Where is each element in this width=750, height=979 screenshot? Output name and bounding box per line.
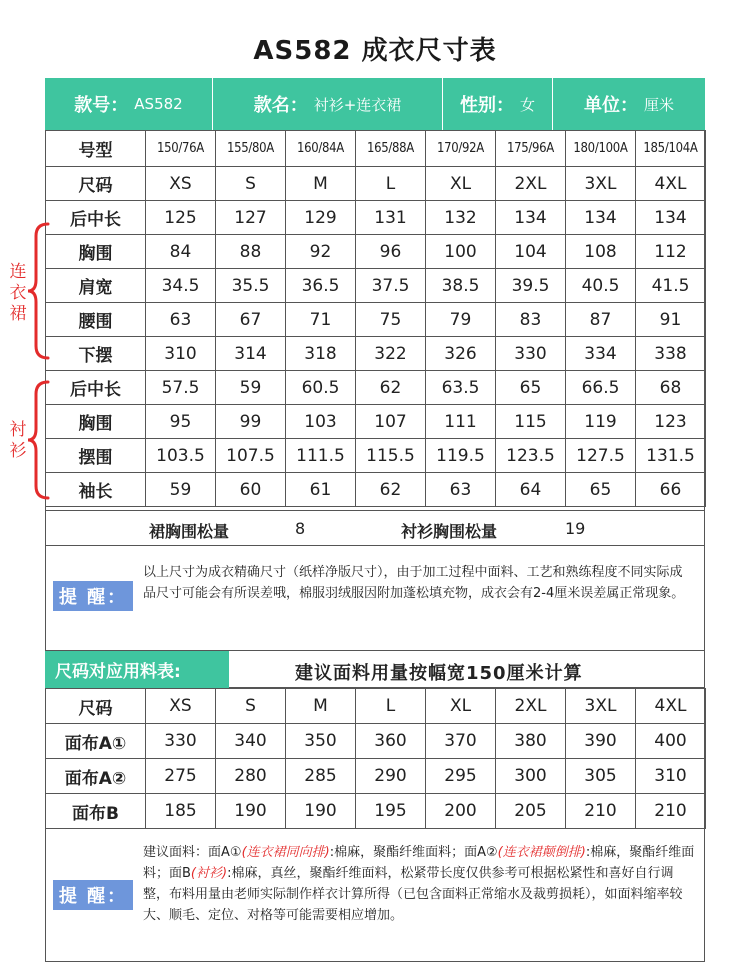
measure-cell: 36.5 — [286, 269, 356, 303]
size-cell: XS — [146, 167, 216, 201]
reminder-box-2 — [45, 828, 705, 962]
size-cell: 4XL — [636, 167, 706, 201]
measure-cell: 68 — [636, 371, 706, 405]
material-size-cell: 2XL — [496, 689, 566, 724]
reminder-text: 以上尺寸为成衣精确尺寸（纸样净版尺寸），由于加工过程中面料、工艺和熟练程度不同实际成品尺寸可能会有所误差哦，棉服羽绒服因附加蓬松填充物，成衣会有2-4厘米误差属正常现象。 — [143, 565, 685, 601]
shirt-row — [46, 473, 706, 507]
material-cell: 340 — [216, 724, 286, 759]
measure-cell: 322 — [356, 337, 426, 371]
material-row — [46, 794, 706, 829]
size-cell: XL — [426, 167, 496, 201]
style-no-cell — [45, 78, 213, 130]
measure-cell: 111.5 — [286, 439, 356, 473]
page-title: AS582 成衣尺寸表 — [253, 36, 497, 66]
measure-cell: 103.5 — [146, 439, 216, 473]
measure-cell: 75 — [356, 303, 426, 337]
model-cell: 180/100A — [566, 131, 636, 167]
model-cell: 175/96A — [496, 131, 566, 167]
reminder-badge-2: 提 醒： — [53, 880, 133, 910]
measure-cell: 107.5 — [216, 439, 286, 473]
material-size-label: 尺码 — [46, 689, 146, 724]
dress-ease-value: 8 — [295, 519, 306, 538]
reminder-box-1 — [45, 546, 705, 650]
measure-cell: 67 — [216, 303, 286, 337]
material-label: 面布B — [46, 794, 146, 829]
measure-cell: 111 — [426, 405, 496, 439]
shirt-side-text: 衬衫 — [9, 420, 27, 461]
measure-label: 摆围 — [46, 439, 146, 473]
material-cell: 370 — [426, 724, 496, 759]
material-size-cell: 4XL — [636, 689, 706, 724]
measure-cell: 326 — [426, 337, 496, 371]
measure-cell: 57.5 — [146, 371, 216, 405]
measure-cell: 112 — [636, 235, 706, 269]
measure-cell: 125 — [146, 201, 216, 235]
measure-cell: 134 — [566, 201, 636, 235]
reminder2-note-shirt: (衬衫) — [190, 866, 228, 881]
material-label: 面布A① — [46, 724, 146, 759]
material-cell: 360 — [356, 724, 426, 759]
material-size-row — [46, 689, 706, 724]
unit-label: 单位： — [583, 95, 638, 116]
unit-value: 厘米 — [643, 95, 674, 114]
measure-cell: 87 — [566, 303, 636, 337]
measure-label: 袖长 — [46, 473, 146, 507]
measure-cell: 134 — [636, 201, 706, 235]
measure-cell: 34.5 — [146, 269, 216, 303]
dress-row — [46, 235, 706, 269]
measure-cell: 79 — [426, 303, 496, 337]
gender-cell — [443, 78, 553, 130]
measure-label: 后中长 — [46, 371, 146, 405]
measure-label: 肩宽 — [46, 269, 146, 303]
measure-cell: 66.5 — [566, 371, 636, 405]
material-cell: 280 — [216, 759, 286, 794]
measure-cell: 131.5 — [636, 439, 706, 473]
model-cell: 165/88A — [356, 131, 426, 167]
gender-value: 女 — [519, 95, 535, 114]
measure-cell: 59 — [216, 371, 286, 405]
model-cell: 170/92A — [426, 131, 496, 167]
measure-cell: 123.5 — [496, 439, 566, 473]
reminder2-text-c: :棉麻，聚酯纤维面料；面B — [143, 845, 695, 881]
material-cell: 210 — [636, 794, 706, 829]
material-size-cell: 3XL — [566, 689, 636, 724]
material-bar — [45, 650, 705, 688]
style-name-cell — [213, 78, 443, 130]
material-cell: 210 — [566, 794, 636, 829]
model-row — [46, 131, 706, 167]
size-label: 尺码 — [46, 167, 146, 201]
dress-brace-icon — [26, 222, 50, 360]
measure-cell: 108 — [566, 235, 636, 269]
measure-cell: 334 — [566, 337, 636, 371]
measure-cell: 129 — [286, 201, 356, 235]
dress-row — [46, 201, 706, 235]
dress-ease-label: 裙胸围松量 — [149, 522, 230, 541]
measure-cell: 83 — [496, 303, 566, 337]
shirt-row — [46, 371, 706, 405]
material-cell: 400 — [636, 724, 706, 759]
ease-row — [45, 510, 705, 546]
size-cell: M — [286, 167, 356, 201]
material-size-cell: XS — [146, 689, 216, 724]
shirt-brace-icon — [26, 380, 50, 500]
reminder2-text-a: 建议面料：面A① — [143, 845, 242, 860]
shirt-ease-label: 衬衫胸围松量 — [401, 522, 498, 541]
material-cell: 380 — [496, 724, 566, 759]
measure-cell: 63 — [146, 303, 216, 337]
material-size-cell: XL — [426, 689, 496, 724]
shirt-ease-value: 19 — [565, 519, 586, 538]
measure-cell: 92 — [286, 235, 356, 269]
size-row — [46, 167, 706, 201]
material-cell: 350 — [286, 724, 356, 759]
dress-row — [46, 337, 706, 371]
measure-cell: 71 — [286, 303, 356, 337]
measure-cell: 131 — [356, 201, 426, 235]
material-cell: 190 — [286, 794, 356, 829]
reminder-badge: 提 醒： — [53, 581, 133, 611]
measure-cell: 63.5 — [426, 371, 496, 405]
material-cell: 195 — [356, 794, 426, 829]
size-cell: 2XL — [496, 167, 566, 201]
material-label: 面布A② — [46, 759, 146, 794]
material-tag: 尺码对应用料表: — [45, 651, 229, 688]
unit-cell — [553, 78, 705, 130]
measure-cell: 107 — [356, 405, 426, 439]
dress-side-text: 连衣裙 — [9, 262, 27, 324]
measure-cell: 96 — [356, 235, 426, 269]
measure-cell: 40.5 — [566, 269, 636, 303]
material-size-cell: L — [356, 689, 426, 724]
size-cell: S — [216, 167, 286, 201]
measure-cell: 127 — [216, 201, 286, 235]
material-cell: 330 — [146, 724, 216, 759]
material-row — [46, 759, 706, 794]
measure-cell: 123 — [636, 405, 706, 439]
material-cell: 310 — [636, 759, 706, 794]
gender-label: 性别： — [459, 95, 514, 116]
measure-cell: 66 — [636, 473, 706, 507]
measure-label: 胸围 — [46, 405, 146, 439]
material-cell: 305 — [566, 759, 636, 794]
material-cell: 185 — [146, 794, 216, 829]
measure-cell: 39.5 — [496, 269, 566, 303]
size-table — [45, 130, 706, 507]
measure-cell: 134 — [496, 201, 566, 235]
material-size-cell: S — [216, 689, 286, 724]
measure-label: 下摆 — [46, 337, 146, 371]
material-cell: 190 — [216, 794, 286, 829]
measure-cell: 62 — [356, 371, 426, 405]
material-title: 建议面料用量按幅宽150厘米计算 — [295, 663, 583, 684]
measure-cell: 65 — [496, 371, 566, 405]
size-cell: 3XL — [566, 167, 636, 201]
measure-cell: 115 — [496, 405, 566, 439]
measure-label: 胸围 — [46, 235, 146, 269]
material-size-cell: M — [286, 689, 356, 724]
model-cell: 160/84A — [286, 131, 356, 167]
material-cell: 290 — [356, 759, 426, 794]
measure-cell: 60.5 — [286, 371, 356, 405]
reminder2-text-d: :棉麻，真丝，聚酯纤维面料，松紧带长度仅供参考可根据松紧性和喜好自行调整，布料用量由老师实际制作样衣计算所得（已包含面料正常缩水及裁剪损耗），如面料缩率较大、顺毛、定位、对格等可能需要相应增加。 — [143, 866, 683, 923]
model-cell: 150/76A — [146, 131, 216, 167]
material-cell: 390 — [566, 724, 636, 759]
style-no-value: AS582 — [134, 95, 183, 113]
measure-label: 后中长 — [46, 201, 146, 235]
measure-cell: 38.5 — [426, 269, 496, 303]
measure-cell: 35.5 — [216, 269, 286, 303]
measure-cell: 338 — [636, 337, 706, 371]
reminder2-text-b: :棉麻，聚酯纤维面料；面A② — [329, 845, 498, 860]
material-cell: 200 — [426, 794, 496, 829]
header-bar — [45, 78, 705, 130]
model-cell: 155/80A — [216, 131, 286, 167]
reminder-text-2 — [143, 842, 698, 926]
measure-cell: 103 — [286, 405, 356, 439]
measure-cell: 318 — [286, 337, 356, 371]
measure-cell: 132 — [426, 201, 496, 235]
model-cell: 185/104A — [636, 131, 706, 167]
measure-cell: 84 — [146, 235, 216, 269]
reminder2-note-dress-reverse: (连衣裙颠倒排) — [497, 845, 586, 860]
measure-cell: 330 — [496, 337, 566, 371]
measure-cell: 95 — [146, 405, 216, 439]
measure-cell: 60 — [216, 473, 286, 507]
measure-cell: 88 — [216, 235, 286, 269]
material-cell: 300 — [496, 759, 566, 794]
measure-cell: 65 — [566, 473, 636, 507]
dress-row — [46, 269, 706, 303]
shirt-row — [46, 405, 706, 439]
measure-cell: 63 — [426, 473, 496, 507]
measure-cell: 127.5 — [566, 439, 636, 473]
measure-cell: 310 — [146, 337, 216, 371]
material-cell: 205 — [496, 794, 566, 829]
reminder2-note-dress-same: (连衣裙同向排) — [241, 845, 330, 860]
measure-cell: 61 — [286, 473, 356, 507]
dress-row — [46, 303, 706, 337]
measure-label: 腰围 — [46, 303, 146, 337]
measure-cell: 41.5 — [636, 269, 706, 303]
material-cell: 285 — [286, 759, 356, 794]
material-cell: 295 — [426, 759, 496, 794]
measure-cell: 104 — [496, 235, 566, 269]
style-name-label: 款名： — [253, 95, 308, 116]
model-label: 号型 — [46, 131, 146, 167]
measure-cell: 119.5 — [426, 439, 496, 473]
material-row — [46, 724, 706, 759]
measure-cell: 64 — [496, 473, 566, 507]
size-cell: L — [356, 167, 426, 201]
measure-cell: 99 — [216, 405, 286, 439]
measure-cell: 62 — [356, 473, 426, 507]
measure-cell: 119 — [566, 405, 636, 439]
style-no-label: 款号： — [74, 95, 129, 116]
measure-cell: 37.5 — [356, 269, 426, 303]
measure-cell: 115.5 — [356, 439, 426, 473]
measure-cell: 59 — [146, 473, 216, 507]
shirt-row — [46, 439, 706, 473]
style-name-value: 衬衫+连衣裙 — [313, 95, 402, 114]
material-table — [45, 688, 706, 829]
measure-cell: 100 — [426, 235, 496, 269]
measure-cell: 314 — [216, 337, 286, 371]
material-cell: 275 — [146, 759, 216, 794]
measure-cell: 91 — [636, 303, 706, 337]
